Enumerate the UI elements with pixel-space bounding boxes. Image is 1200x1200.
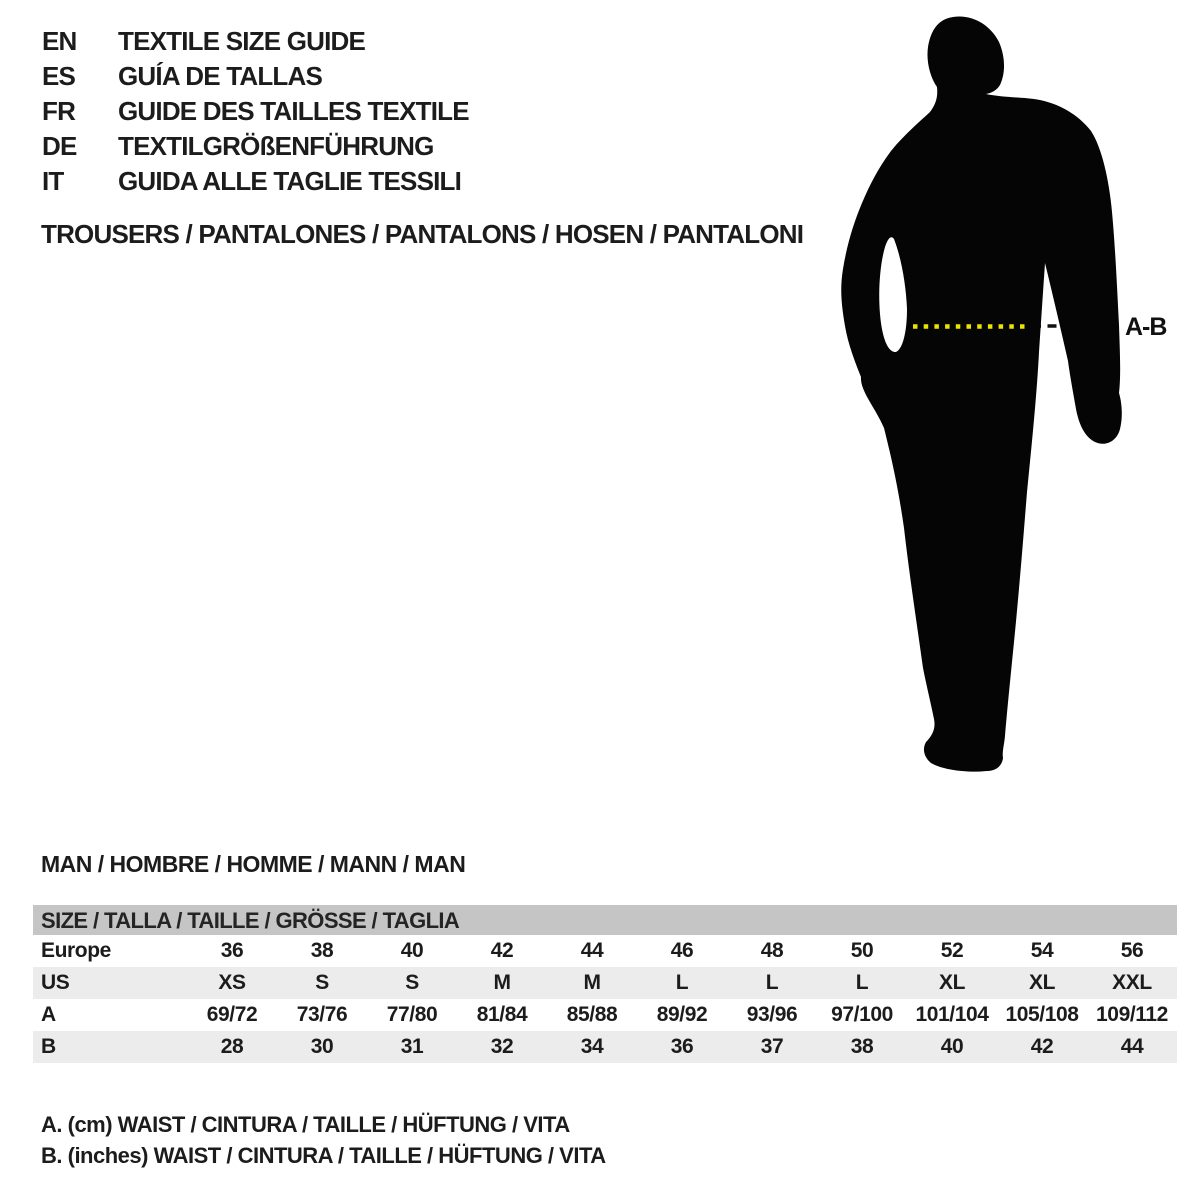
table-row-a-cm (33, 999, 1177, 1031)
table-cell: 40 (940, 1035, 964, 1058)
lang-title: GUÍA DE TALLAS (118, 61, 323, 91)
table-cell: 42 (1030, 1035, 1054, 1058)
section-title-man: MAN / HOMBRE / HOMME / MANN / MAN (41, 851, 466, 877)
table-cell: 97/100 (831, 1003, 893, 1026)
size-table (33, 905, 1177, 1063)
table-cell: XXL (1112, 971, 1152, 994)
note-b-inches: B. (inches) WAIST / CINTURA / TAILLE / HÜFTUNG / VITA (41, 1143, 606, 1168)
measure-label: A-B (1125, 313, 1167, 341)
table-cell: 48 (760, 939, 784, 962)
table-row-europe (33, 935, 1177, 967)
table-cell: 46 (670, 939, 694, 962)
table-cell: 44 (1120, 1035, 1144, 1058)
lang-title: TEXTILGRÖßENFÜHRUNG (118, 131, 434, 161)
row-label: Europe (41, 939, 111, 962)
table-cell: 32 (490, 1035, 514, 1058)
table-cell: S (405, 971, 419, 994)
table-cell: XL (938, 971, 966, 994)
table-cell: 42 (490, 939, 514, 962)
table-cell: 85/88 (566, 1003, 618, 1026)
table-cell: 30 (310, 1035, 334, 1058)
table-cell: 54 (1030, 939, 1054, 962)
table-row-us (33, 967, 1177, 999)
lang-code: ES (42, 61, 76, 91)
table-cell: 69/72 (206, 1003, 258, 1026)
table-cell: 36 (670, 1035, 694, 1058)
table-cell: 38 (850, 1035, 874, 1058)
category-title: TROUSERS / PANTALONES / PANTALONS / HOSEN / PANTALONI (41, 219, 804, 249)
table-cell: 37 (760, 1035, 784, 1058)
table-cell: 34 (580, 1035, 604, 1058)
table-cell: 36 (220, 939, 244, 962)
table-cell: XS (218, 971, 246, 994)
note-a-cm: A. (cm) WAIST / CINTURA / TAILLE / HÜFTUNG / VITA (41, 1112, 570, 1137)
table-cell: 101/104 (915, 1003, 989, 1026)
table-cell: 89/92 (656, 1003, 708, 1026)
man-silhouette (841, 16, 1122, 771)
lang-title: TEXTILE SIZE GUIDE (118, 26, 366, 56)
table-cell: L (855, 971, 869, 994)
table-cell: 44 (580, 939, 604, 962)
table-cell: M (493, 971, 511, 994)
table-cell: L (675, 971, 689, 994)
table-cell: 50 (850, 939, 874, 962)
row-label: B (41, 1035, 56, 1058)
table-cell: XL (1028, 971, 1056, 994)
row-label: A (41, 1003, 56, 1026)
lang-title: GUIDA ALLE TAGLIE TESSILI (118, 166, 462, 196)
table-cell: L (765, 971, 779, 994)
lang-code: DE (42, 131, 77, 161)
table-cell: S (315, 971, 329, 994)
table-cell: 93/96 (746, 1003, 798, 1026)
table-cell: 105/108 (1005, 1003, 1079, 1026)
lang-title: GUIDE DES TAILLES TEXTILE (118, 96, 469, 126)
lang-code: EN (42, 26, 77, 56)
lang-code: FR (42, 96, 76, 126)
table-cell: 81/84 (476, 1003, 528, 1026)
table-cell: 38 (310, 939, 334, 962)
table-cell: M (583, 971, 601, 994)
table-cell: 28 (220, 1035, 244, 1058)
row-label: US (41, 971, 70, 994)
table-cell: 56 (1120, 939, 1144, 962)
table-cell: 73/76 (296, 1003, 348, 1026)
table-cell: 77/80 (386, 1003, 438, 1026)
table-row-b-inches (33, 1031, 1177, 1063)
table-cell: 31 (400, 1035, 424, 1058)
table-cell: 52 (940, 939, 964, 962)
size-table-header: SIZE / TALLA / TAILLE / GRÖSSE / TAGLIA (33, 905, 1177, 935)
lang-code: IT (42, 166, 64, 196)
table-cell: 109/112 (1096, 1003, 1168, 1026)
table-cell: 40 (400, 939, 424, 962)
